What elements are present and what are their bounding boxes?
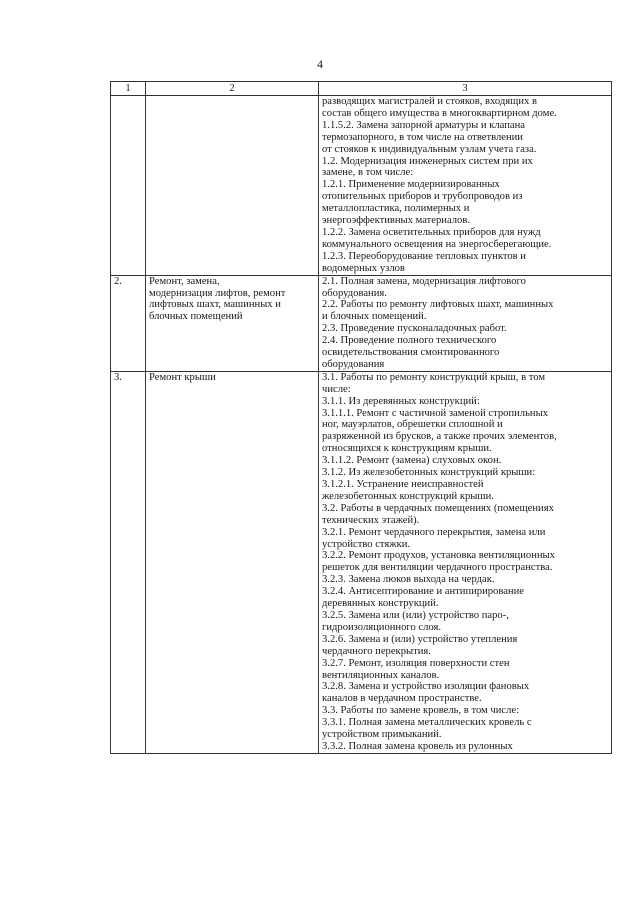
work-content-line: отопительных приборов и трубопроводов из bbox=[322, 191, 523, 203]
work-content-line: энергоэффективных материалов. bbox=[322, 215, 471, 227]
work-content-cell bbox=[319, 96, 612, 276]
table-row bbox=[111, 96, 612, 276]
row-number: 2. bbox=[111, 275, 146, 371]
work-content-line: коммунального освещения на энергосберегающие. bbox=[322, 238, 552, 250]
page-number: 4 bbox=[317, 57, 323, 71]
work-content-line: 3.1.1.1. Ремонт с частичной заменой стропильных bbox=[322, 407, 548, 419]
work-name-line: блочных помещений bbox=[149, 311, 243, 323]
work-name-cell bbox=[146, 96, 319, 276]
work-content-cell bbox=[319, 371, 612, 753]
work-content-line: 3.2.2. Ремонт продухов, установка вентиляционных bbox=[322, 550, 555, 562]
work-content-line: водомерных узлов bbox=[322, 262, 405, 274]
work-content-line: и блочных помещений. bbox=[322, 311, 427, 323]
work-content-line: 3.3.2. Полная замена кровель из рулонных bbox=[322, 740, 513, 752]
work-content-line: от стояков к индивидуальным узлам учета газа. bbox=[322, 143, 537, 155]
work-content-line: 1.2.1. Применение модернизированных bbox=[322, 179, 500, 191]
work-content-line: 1.2. Модернизация инженерных систем при их bbox=[322, 155, 533, 167]
work-content-line: 2.1. Полная замена, модернизация лифтового bbox=[322, 275, 526, 287]
work-name-cell bbox=[146, 275, 319, 371]
column-header-1: 1 bbox=[111, 82, 146, 96]
work-content-line: 3.1.2.1. Устранение неисправностей bbox=[322, 479, 484, 490]
work-content-line: железобетонных конструкций крыши. bbox=[322, 490, 494, 502]
column-header-3: 3 bbox=[319, 82, 612, 96]
work-content-line: 3.2.5. Замена или (или) устройство паро-, bbox=[322, 609, 509, 621]
table-row bbox=[111, 275, 612, 371]
work-name-line: лифтовых шахт, машинных и bbox=[149, 299, 281, 311]
work-content-line: технических этажей). bbox=[322, 514, 420, 526]
work-content-line: 3.3.1. Полная замена металлических кровель с bbox=[322, 717, 532, 729]
work-content-line: разряженной из брусков, а также прочих элементов, bbox=[322, 431, 557, 443]
work-content-line: гидроизоляционного слоя. bbox=[322, 621, 442, 633]
work-content-line: 3.1. Работы по ремонту конструкций крыш, в том bbox=[322, 371, 546, 383]
work-content-line: 3.2.8. Замена и устройство изоляции фановых bbox=[322, 681, 530, 693]
work-content-line: замене, в том числе: bbox=[322, 167, 414, 179]
work-content-line: оборудования. bbox=[322, 287, 387, 299]
work-content-line: 3.1.1.2. Ремонт (замена) слуховых окон. bbox=[322, 455, 502, 467]
work-content-line: деревянных конструкций. bbox=[322, 598, 439, 610]
table-row bbox=[111, 371, 612, 753]
work-content-line: 2.3. Проведение пусконаладочных работ. bbox=[322, 323, 507, 335]
work-content-line: 2.4. Проведение полного технического bbox=[322, 335, 497, 347]
work-content-line: 1.2.3. Переоборудование тепловых пунктов и bbox=[322, 250, 526, 262]
work-content-line: освидетельствования смонтированного bbox=[322, 347, 500, 359]
work-name-line: Ремонт крыши bbox=[149, 371, 216, 383]
work-content-line: 3.2.6. Замена и (или) устройство утепления bbox=[322, 633, 518, 645]
work-content-line: 3.1.1. Из деревянных конструкций: bbox=[322, 395, 480, 407]
work-content-line: 3.2. Работы в чердачных помещениях (помещениях bbox=[322, 502, 554, 514]
work-content-line: 1.2.2. Замена осветительных приборов для нужд bbox=[322, 226, 541, 238]
work-content-line: разводящих магистралей и стояков, входящих в bbox=[322, 96, 537, 107]
work-content-line: вентиляционных каналов. bbox=[322, 669, 440, 681]
work-name-line: Ремонт, замена, bbox=[149, 275, 220, 287]
work-content-line: состав общего имущества в многоквартирном доме. bbox=[322, 107, 557, 119]
work-name-line: модернизация лифтов, ремонт bbox=[149, 287, 286, 299]
work-content-line: термозапорного, в том числе на ответвлении bbox=[322, 131, 523, 143]
work-content-cell bbox=[319, 275, 612, 371]
work-content-line: оборудования bbox=[322, 358, 385, 370]
works-table bbox=[110, 81, 612, 754]
work-content-line: устройство стяжки. bbox=[322, 538, 411, 550]
work-content-line: чердачного перекрытия. bbox=[322, 645, 431, 657]
work-content-line: 3.2.7. Ремонт, изоляция поверхности стен bbox=[322, 657, 510, 669]
work-content-line: устройством примыканий. bbox=[322, 729, 442, 741]
table-header-row bbox=[111, 82, 612, 96]
work-content-line: решеток для вентиляции чердачного пространства. bbox=[322, 562, 553, 574]
work-content-line: 3.2.4. Антисептирование и антипирирование bbox=[322, 586, 524, 598]
work-name-cell bbox=[146, 371, 319, 753]
work-content-line: 1.1.5.2. Замена запорной арматуры и клапана bbox=[322, 119, 525, 131]
work-content-line: 3.2.1. Ремонт чердачного перекрытия, замена или bbox=[322, 526, 546, 538]
work-content-line: 3.1.2. Из железобетонных конструкций крыши: bbox=[322, 467, 536, 479]
work-content-line: 3.2.3. Замена люков выхода на чердак. bbox=[322, 574, 495, 586]
row-number bbox=[111, 96, 146, 276]
work-content-line: числе: bbox=[322, 383, 351, 395]
work-content-line: металлопластика, полимерных и bbox=[322, 203, 470, 215]
row-number: 3. bbox=[111, 371, 146, 753]
work-content-line: относящихся к конструкциям крыши. bbox=[322, 443, 492, 455]
work-content-line: ног, мауэрлатов, обрешетки сплошной и bbox=[322, 419, 503, 431]
table-body bbox=[111, 96, 612, 754]
work-content-line: каналов в чердачном пространстве. bbox=[322, 693, 482, 705]
work-content-line: 3.3. Работы по замене кровель, в том числе: bbox=[322, 705, 520, 717]
column-header-2: 2 bbox=[146, 82, 319, 96]
work-content-line: 2.2. Работы по ремонту лифтовых шахт, машинных bbox=[322, 299, 554, 311]
